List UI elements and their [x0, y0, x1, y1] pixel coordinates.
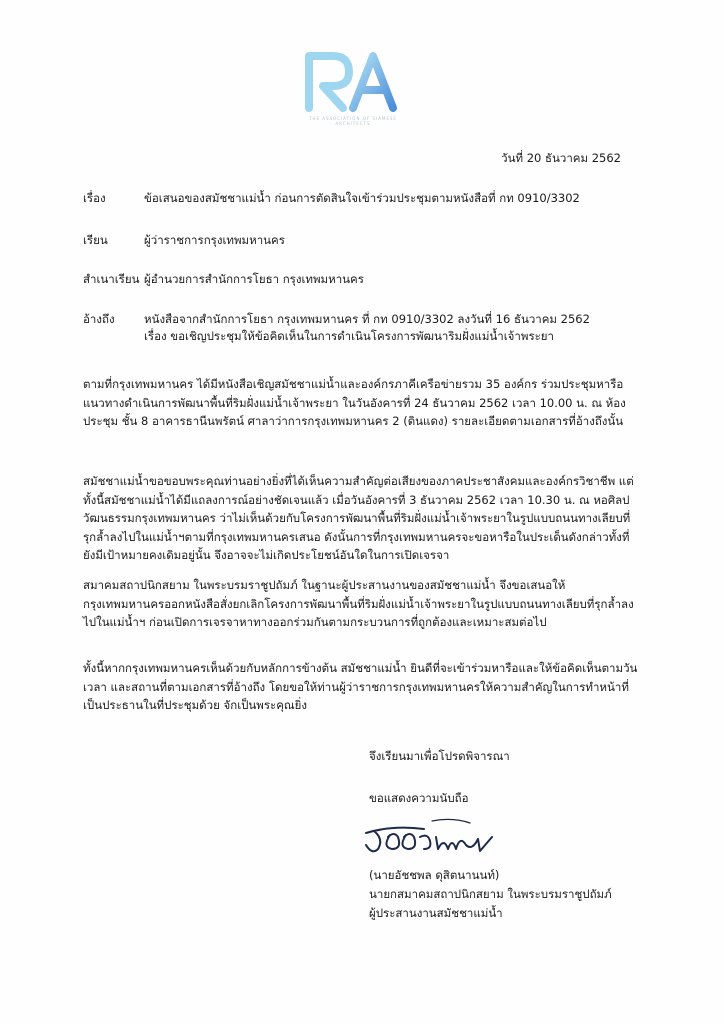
body-paragraph-1: ตามที่กรุงเทพมหานคร ได้มีหนังสือเชิญสมัชชาแม่น้ำและองค์กรภาคีเครือข่ายรวม 35 องค์กร ร่วมประชุมหารือแนวทางดำเนินการพัฒนาพื้นที่ริมฝั่งแม่น้ำเจ้าพระยา ในวันอังคารที่ 24 ธันวาคม 2562 เวลา 10.00 น. ณ ห้องประชุม ชั้น 8 อาคารธานีนพรัตน์ ศาลาว่าการกรุงเทพมหานคร 2 (ดินแดง) รายละเอียดตามเอกสารที่อ้างถึงนั้น [83, 377, 626, 428]
reference-label: อ้างถึง [83, 312, 115, 326]
subject-label: เรื่อง [83, 191, 106, 205]
reference-line-2: เรื่อง ขอเชิญประชุมให้ข้อคิดเห็นในการดำเนินโครงการพัฒนาริมฝั่งแม่น้ำเจ้าพระยา [144, 329, 555, 343]
ra-logo-icon [303, 48, 403, 114]
recipient-label: เรียน [83, 233, 108, 247]
closing-regards: ขอแสดงความนับถือ [369, 791, 469, 805]
body-paragraph-4: ทั้งนี้หากกรุงเทพมหานครเห็นด้วยกับหลักการข้างต้น สมัชชาแม่น้ำ ยินดีที่จะเข้าร่วมหารือและให้ข้อคิดเห็นตามวันเวลา และสถานที่ตามเอกสารที่อ้างถึง โดยขอให้ท่านผู้ว่าราชการกรุงเทพมหานครให้ความสำคัญในการทำหน้าที่เป็นประธานในที่ประชุมด้วย จักเป็นพระคุณยิ่ง [83, 661, 638, 712]
body-paragraph-3: สมาคมสถาปนิกสยาม ในพระบรมราชูปถัมภ์ ในฐานะผู้ประสานงานของสมัชชาแม่น้ำ จึงขอเสนอให้กรุงเทพมหานครออกหนังสือสั่งยกเลิกโครงการพัฒนาพื้นที่ริมฝั่งแม่น้ำเจ้าพระยาในรูปแบบถนนทางเลียบที่รุกล้ำลงไปในแม่น้ำฯ ก่อนเปิดการเจรจาหาทางออกร่วมกันตามกระบวนการที่ถูกต้องและเหมาะสมต่อไป [83, 578, 634, 629]
logo-subtitle: THE ASSOCIATION OF SIAMESE ARCHITECTS [309, 116, 397, 126]
signatory-block [369, 866, 612, 923]
signatory-title: นายกสมาคมสถาปนิกสยาม ในพระบรมราชูปถัมภ์ [369, 887, 612, 901]
letter-date: วันที่ 20 ธันวาคม 2562 [501, 151, 621, 165]
reference-line-1: หนังสือจากสำนักการโยธา กรุงเทพมหานคร ที่ กท 0910/3302 ลงวันที่ 16 ธันวาคม 2562 [144, 312, 590, 326]
body-paragraph-2: สมัชชาแม่น้ำขอขอบพระคุณท่านอย่างยิ่งที่ได้เห็นความสำคัญต่อเสียงของภาคประชาสังคมและองค์กรวิชาชีพ แต่ทั้งนี้สมัชชาแม่น้ำได้มีแถลงการณ์อย่างชัดเจนแล้ว เมื่อวันอังคารที่ 3 ธันวาคม 2562 เวลา 10.30 น. ณ หอศิลปวัฒนธรรมกรุงเทพมหานคร ว่าไม่เห็นด้วยกับโครงการพัฒนาพื้นที่ริมฝั่งแม่น้ำเจ้าพระยาในรูปแบบถนนทางเลียบที่รุกล้ำลงไปในแม่น้ำฯตามที่กรุงเทพมหานครเสนอ ดังนั้นการที่กรุงเทพมหานครจะขอหารือในประเด็นดังกล่าวทั้งที่ยังมีเป้าหมายคงเดิมอยู่นั้น จึงอาจจะไม่เกิดประโยชน์อันใดในการเปิดเจรจา [83, 474, 634, 562]
closing-request: จึงเรียนมาเพื่อโปรดพิจารณา [369, 749, 510, 763]
subject-value: ข้อเสนอของสมัชชาแม่น้ำ ก่อนการตัดสินใจเข้าร่วมประชุมตามหนังสือที่ กท 0910/3302 [144, 191, 580, 205]
cc-label: สำเนาเรียน [83, 272, 140, 286]
association-logo [303, 48, 403, 138]
recipient-value: ผู้ว่าราชการกรุงเทพมหานคร [144, 233, 285, 247]
signatory-role: ผู้ประสานงานสมัชชาแม่น้ำ [369, 906, 503, 920]
handwritten-signature [362, 815, 497, 859]
reference-value [144, 311, 644, 345]
signatory-name: (นายอัชชพล ดุสิตนานนท์) [369, 868, 500, 882]
cc-value: ผู้อำนวยการสำนักการโยธา กรุงเทพมหานคร [144, 272, 364, 286]
